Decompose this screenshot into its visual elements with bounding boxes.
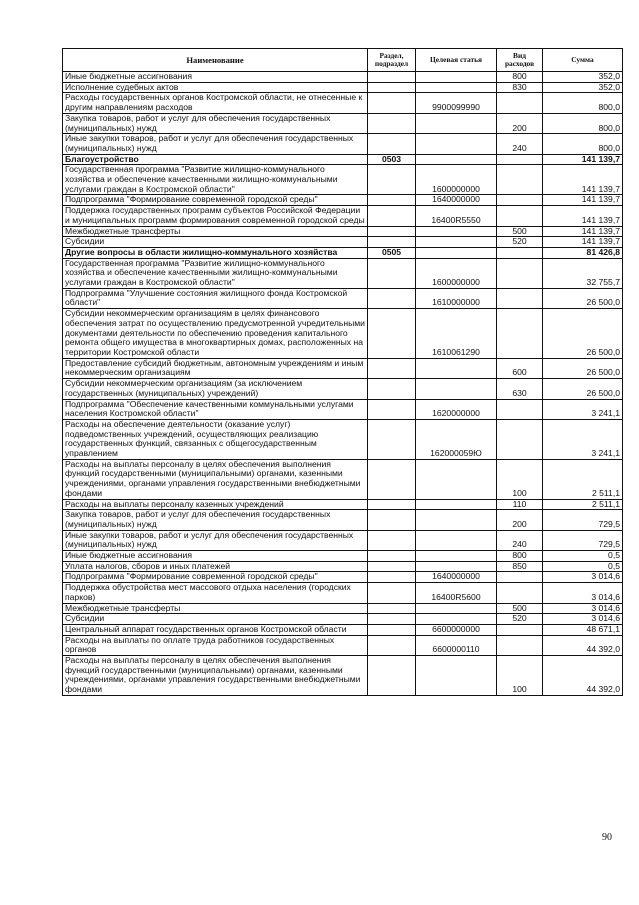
cell-target — [416, 72, 497, 83]
cell-amount: 48 671,1 — [543, 624, 623, 635]
table-row — [63, 530, 623, 550]
cell-target: 16400R5600 — [416, 583, 497, 603]
cell-target: 1620000000 — [416, 399, 497, 419]
cell-amount: 26 500,0 — [543, 309, 623, 359]
cell-expense-type: 240 — [497, 134, 543, 154]
cell-section — [368, 551, 416, 562]
cell-amount: 81 426,8 — [543, 247, 623, 258]
cell-section — [368, 614, 416, 625]
cell-name: Межбюджетные трансферты — [63, 226, 368, 237]
cell-expense-type: 520 — [497, 614, 543, 625]
cell-amount: 44 392,0 — [543, 635, 623, 655]
table-row — [63, 309, 623, 359]
cell-amount: 2 511,1 — [543, 459, 623, 499]
cell-expense-type — [497, 572, 543, 583]
table-row — [63, 154, 623, 165]
table-row — [63, 603, 623, 614]
cell-name: Расходы на выплаты персоналу в целях обеспечения выполнения функций государственными (муниципальными) органами, казенными учреждениями, органами управления государственными внебюджетными фондами — [63, 656, 368, 696]
cell-section — [368, 603, 416, 614]
cell-expense-type — [497, 419, 543, 459]
cell-expense-type — [497, 288, 543, 308]
header-section: Раздел, подраздел — [368, 49, 416, 72]
cell-amount: 3 241,1 — [543, 399, 623, 419]
cell-name: Благоустройство — [63, 154, 368, 165]
cell-name: Другие вопросы в области жилищно-коммунального хозяйства — [63, 247, 368, 258]
table-row — [63, 551, 623, 562]
table-row — [63, 510, 623, 530]
cell-amount: 141 139,7 — [543, 206, 623, 226]
cell-amount: 141 139,7 — [543, 154, 623, 165]
cell-section — [368, 288, 416, 308]
cell-expense-type — [497, 154, 543, 165]
cell-section — [368, 113, 416, 133]
cell-name: Подпрограмма "Обеспечение качественными коммунальными услугами населения Костромской области" — [63, 399, 368, 419]
cell-expense-type — [497, 195, 543, 206]
cell-target: 1610061290 — [416, 309, 497, 359]
cell-amount: 26 500,0 — [543, 288, 623, 308]
cell-name: Расходы на выплаты персоналу в целях обеспечения выполнения функций государственными (муниципальными) органами, казенными учреждениями, органами управления государственными внебюджетными фондами — [63, 459, 368, 499]
cell-name: Иные закупки товаров, работ и услуг для обеспечения государственных (муниципальных) нужд — [63, 134, 368, 154]
cell-name: Подпрограмма "Формирование современной городской среды" — [63, 195, 368, 206]
table-row — [63, 572, 623, 583]
cell-name: Иные закупки товаров, работ и услуг для обеспечения государственных (муниципальных) нужд — [63, 530, 368, 550]
table-row — [63, 499, 623, 510]
cell-name: Субсидии некоммерческим организациям (за исключением государственных (муниципальных) учреждений) — [63, 379, 368, 399]
cell-name: Иные бюджетные ассигнования — [63, 72, 368, 83]
cell-name: Поддержка обустройства мест массового отдыха населения (городских парков) — [63, 583, 368, 603]
cell-section — [368, 82, 416, 93]
cell-target — [416, 656, 497, 696]
table-row — [63, 419, 623, 459]
cell-target — [416, 358, 497, 378]
cell-section — [368, 635, 416, 655]
cell-target — [416, 247, 497, 258]
cell-amount: 729,5 — [543, 510, 623, 530]
cell-section — [368, 226, 416, 237]
header-expense-type: Вид расходов — [497, 49, 543, 72]
page-number: 90 — [602, 832, 612, 843]
cell-amount: 3 014,6 — [543, 614, 623, 625]
cell-amount: 26 500,0 — [543, 379, 623, 399]
cell-section — [368, 195, 416, 206]
cell-amount: 26 500,0 — [543, 358, 623, 378]
cell-section — [368, 358, 416, 378]
cell-section: 0503 — [368, 154, 416, 165]
cell-amount: 800,0 — [543, 93, 623, 113]
header-amount: Сумма — [543, 49, 623, 72]
table-row — [63, 459, 623, 499]
cell-name: Субсидии — [63, 614, 368, 625]
cell-target: 16400R5550 — [416, 206, 497, 226]
cell-target — [416, 154, 497, 165]
cell-section — [368, 379, 416, 399]
cell-target — [416, 603, 497, 614]
table-row — [63, 93, 623, 113]
cell-target: 6600000110 — [416, 635, 497, 655]
cell-section — [368, 572, 416, 583]
cell-amount: 729,5 — [543, 530, 623, 550]
cell-section — [368, 399, 416, 419]
table-header-row — [63, 49, 623, 72]
cell-name: Предоставление субсидий бюджетным, автономным учреждениям и иным некоммерческим организациям — [63, 358, 368, 378]
table-row — [63, 635, 623, 655]
cell-expense-type: 520 — [497, 237, 543, 248]
cell-expense-type: 800 — [497, 551, 543, 562]
cell-section — [368, 656, 416, 696]
cell-expense-type: 110 — [497, 499, 543, 510]
budget-table — [62, 48, 623, 696]
cell-expense-type — [497, 399, 543, 419]
cell-target: 1600000000 — [416, 165, 497, 195]
cell-expense-type: 100 — [497, 459, 543, 499]
cell-target — [416, 134, 497, 154]
cell-section — [368, 309, 416, 359]
cell-name: Субсидии — [63, 237, 368, 248]
cell-target — [416, 82, 497, 93]
cell-target — [416, 499, 497, 510]
cell-name: Подпрограмма "Формирование современной городской среды" — [63, 572, 368, 583]
cell-name: Расходы государственных органов Костромской области, не отнесенные к другим направлениям расходов — [63, 93, 368, 113]
cell-amount: 0,5 — [543, 551, 623, 562]
cell-name: Центральный аппарат государственных органов Костромской области — [63, 624, 368, 635]
table-body — [63, 72, 623, 696]
cell-section — [368, 510, 416, 530]
cell-expense-type: 500 — [497, 603, 543, 614]
cell-target: 1610000000 — [416, 288, 497, 308]
table-row — [63, 288, 623, 308]
cell-target — [416, 510, 497, 530]
cell-expense-type: 200 — [497, 510, 543, 530]
cell-expense-type: 100 — [497, 656, 543, 696]
cell-name: Расходы на выплаты по оплате труда работников государственных органов — [63, 635, 368, 655]
cell-amount: 141 139,7 — [543, 237, 623, 248]
table-row — [63, 226, 623, 237]
cell-target — [416, 459, 497, 499]
cell-expense-type: 240 — [497, 530, 543, 550]
table-row — [63, 614, 623, 625]
cell-amount: 2 511,1 — [543, 499, 623, 510]
cell-amount: 141 139,7 — [543, 195, 623, 206]
cell-target — [416, 614, 497, 625]
cell-section — [368, 206, 416, 226]
cell-expense-type — [497, 247, 543, 258]
cell-expense-type — [497, 93, 543, 113]
cell-expense-type — [497, 583, 543, 603]
table-row — [63, 134, 623, 154]
cell-amount: 141 139,7 — [543, 165, 623, 195]
cell-expense-type: 500 — [497, 226, 543, 237]
cell-name: Уплата налогов, сборов и иных платежей — [63, 561, 368, 572]
cell-name: Подпрограмма "Улучшение состояния жилищного фонда Костромской области" — [63, 288, 368, 308]
cell-amount: 352,0 — [543, 82, 623, 93]
cell-amount: 352,0 — [543, 72, 623, 83]
cell-expense-type — [497, 258, 543, 288]
cell-target: 9900099990 — [416, 93, 497, 113]
cell-expense-type — [497, 635, 543, 655]
cell-name: Исполнение судебных актов — [63, 82, 368, 93]
cell-target: 1640000000 — [416, 195, 497, 206]
cell-expense-type: 630 — [497, 379, 543, 399]
cell-section — [368, 165, 416, 195]
table-row — [63, 399, 623, 419]
cell-name: Государственная программа "Развитие жилищно-коммунального хозяйства и обеспечение качественными жилищно-коммунальными услугами граждан в Костромской области" — [63, 258, 368, 288]
cell-expense-type — [497, 309, 543, 359]
cell-section — [368, 624, 416, 635]
cell-target — [416, 379, 497, 399]
table-row — [63, 583, 623, 603]
cell-name: Поддержка государственных программ субъектов Российской Федерации и муниципальных программ формирования современной городской среды — [63, 206, 368, 226]
cell-amount: 3 014,6 — [543, 583, 623, 603]
cell-amount: 800,0 — [543, 134, 623, 154]
cell-target — [416, 237, 497, 248]
cell-name: Закупка товаров, работ и услуг для обеспечения государственных (муниципальных) нужд — [63, 113, 368, 133]
cell-target: 1640000000 — [416, 572, 497, 583]
table-row — [63, 165, 623, 195]
cell-section — [368, 459, 416, 499]
cell-section — [368, 93, 416, 113]
cell-section — [368, 72, 416, 83]
cell-section — [368, 258, 416, 288]
table-row — [63, 237, 623, 248]
cell-target: 162000059Ю — [416, 419, 497, 459]
table-row — [63, 258, 623, 288]
cell-target — [416, 561, 497, 572]
table-row — [63, 656, 623, 696]
cell-expense-type — [497, 624, 543, 635]
cell-amount: 800,0 — [543, 113, 623, 133]
cell-section — [368, 499, 416, 510]
cell-name: Межбюджетные трансферты — [63, 603, 368, 614]
cell-target — [416, 226, 497, 237]
cell-section — [368, 561, 416, 572]
cell-section — [368, 134, 416, 154]
cell-expense-type: 200 — [497, 113, 543, 133]
cell-expense-type — [497, 206, 543, 226]
cell-expense-type: 600 — [497, 358, 543, 378]
cell-name: Субсидии некоммерческим организациям в целях финансового обеспечения затрат по осуществлению предусмотренной учредительными документами деятельности по обеспечению проведения капитального ремонта общего имущества в многоквартирных домах, расположенных на территории Костромской области — [63, 309, 368, 359]
cell-amount: 3 014,6 — [543, 603, 623, 614]
cell-section — [368, 237, 416, 248]
cell-name: Государственная программа "Развитие жилищно-коммунального хозяйства и обеспечение качественными жилищно-коммунальными услугами граждан в Костромской области" — [63, 165, 368, 195]
cell-name: Закупка товаров, работ и услуг для обеспечения государственных (муниципальных) нужд — [63, 510, 368, 530]
cell-target — [416, 530, 497, 550]
cell-target: 1600000000 — [416, 258, 497, 288]
cell-expense-type — [497, 165, 543, 195]
table-row — [63, 195, 623, 206]
cell-target — [416, 551, 497, 562]
cell-name: Расходы на выплаты персоналу казенных учреждений — [63, 499, 368, 510]
table-row — [63, 206, 623, 226]
table-row — [63, 72, 623, 83]
header-target: Целевая статья — [416, 49, 497, 72]
cell-expense-type: 800 — [497, 72, 543, 83]
cell-expense-type: 850 — [497, 561, 543, 572]
cell-amount: 141 139,7 — [543, 226, 623, 237]
cell-amount: 3 241,1 — [543, 419, 623, 459]
cell-amount: 32 755,7 — [543, 258, 623, 288]
table-row — [63, 561, 623, 572]
cell-section: 0505 — [368, 247, 416, 258]
cell-expense-type: 830 — [497, 82, 543, 93]
table-row — [63, 379, 623, 399]
table-row — [63, 624, 623, 635]
cell-target — [416, 113, 497, 133]
cell-section — [368, 419, 416, 459]
cell-amount: 0,5 — [543, 561, 623, 572]
cell-name: Расходы на обеспечение деятельности (оказание услуг) подведомственных учреждений, осуществляющих реализацию государственных функций, связанных с общегосударственным управлением — [63, 419, 368, 459]
cell-section — [368, 530, 416, 550]
table-row — [63, 113, 623, 133]
cell-section — [368, 583, 416, 603]
table-row — [63, 247, 623, 258]
table-row — [63, 82, 623, 93]
cell-amount: 44 392,0 — [543, 656, 623, 696]
cell-target: 6600000000 — [416, 624, 497, 635]
table-row — [63, 358, 623, 378]
header-name: Наименование — [63, 49, 368, 72]
cell-name: Иные бюджетные ассигнования — [63, 551, 368, 562]
cell-amount: 3 014,6 — [543, 572, 623, 583]
